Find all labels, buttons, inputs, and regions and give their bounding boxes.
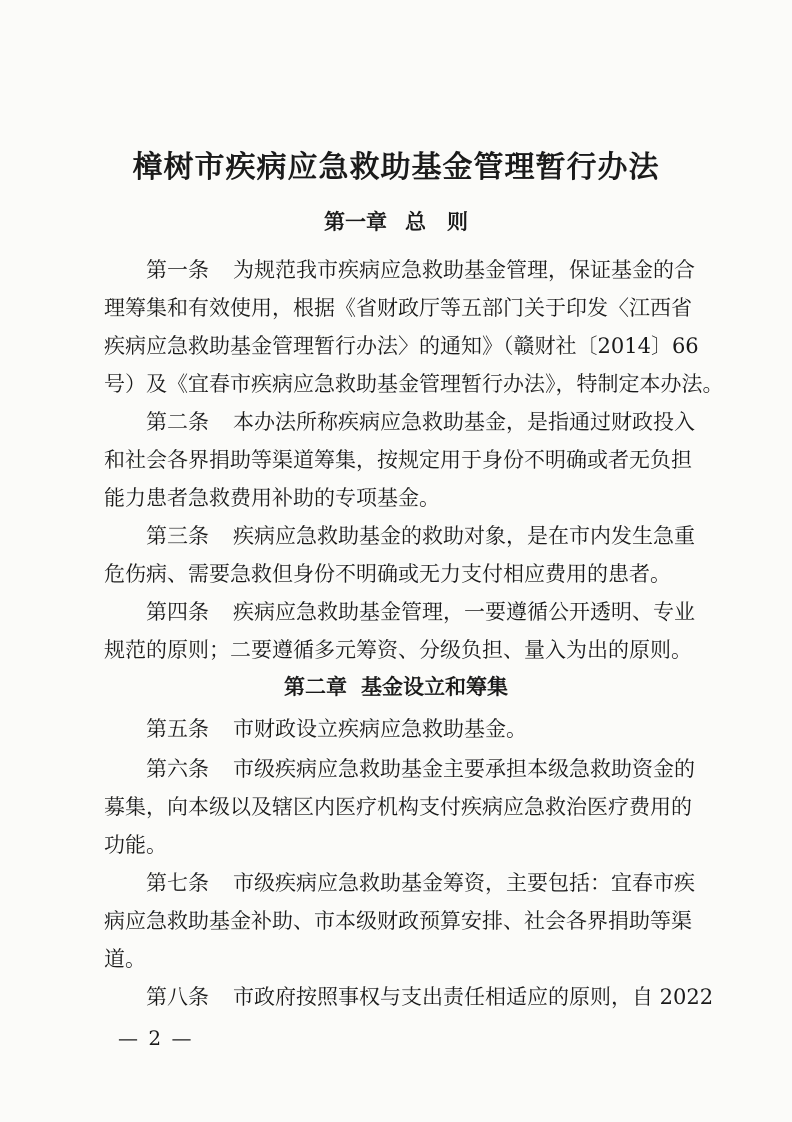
article-3-line-1: 第三条 疾病应急救助基金的救助对象，是在市内发生急重 xyxy=(146,524,695,548)
article-6-head: 第六条 xyxy=(146,757,209,781)
chapter-2-heading xyxy=(0,671,792,701)
chapter-1-heading xyxy=(0,206,792,236)
article-6-line-3: 功能。 xyxy=(104,833,167,857)
article-7-line-1: 第七条 市级疾病应急救助基金筹资，主要包括：宜春市疾 xyxy=(146,871,695,895)
page-number: — 2 — xyxy=(118,1026,194,1050)
article-1-line-3: 疾病应急救助基金管理暂行办法〉的通知》（赣财社〔2014〕66 xyxy=(104,334,699,358)
article-4-line-1: 第四条 疾病应急救助基金管理，一要遵循公开透明、专业 xyxy=(146,600,695,624)
article-7-line-2: 病应急救助基金补助、市本级财政预算安排、社会各界捐助等渠 xyxy=(104,909,692,933)
article-1-line-2: 理筹集和有效使用，根据《省财政厅等五部门关于印发〈江西省 xyxy=(104,296,692,320)
article-7-line-3: 道。 xyxy=(104,947,146,971)
article-7-head: 第七条 xyxy=(146,871,209,895)
article-3-line-2: 危伤病、需要急救但身份不明确或无力支付相应费用的患者。 xyxy=(104,562,671,586)
article-2-head: 第二条 xyxy=(146,410,209,434)
article-3-head: 第三条 xyxy=(146,524,209,548)
chapter-2-number: 第二章 xyxy=(284,675,347,699)
chapter-1-name: 总 则 xyxy=(405,210,468,234)
article-2-line-3: 能力患者急救费用补助的专项基金。 xyxy=(104,486,440,510)
article-8-line-1: 第八条 市政府按照事权与支出责任相适应的原则，自 2022 xyxy=(146,985,714,1009)
article-5-head: 第五条 xyxy=(146,717,209,741)
chapter-1-number: 第一章 xyxy=(324,210,387,234)
article-8-head: 第八条 xyxy=(146,985,209,1009)
article-4-head: 第四条 xyxy=(146,600,209,624)
article-1-head: 第一条 xyxy=(146,258,209,282)
article-6-line-1: 第六条 市级疾病应急救助基金主要承担本级急救助资金的 xyxy=(146,757,695,781)
article-4-line-2: 规范的原则；二要遵循多元筹资、分级负担、量入为出的原则。 xyxy=(104,638,692,662)
article-1-line-1: 第一条 为规范我市疾病应急救助基金管理，保证基金的合 xyxy=(146,258,695,282)
document-title: 樟树市疾病应急救助基金管理暂行办法 xyxy=(132,150,660,185)
article-6-line-2: 募集，向本级以及辖区内医疗机构支付疾病应急救治医疗费用的 xyxy=(104,795,692,819)
article-2-line-2: 和社会各界捐助等渠道筹集，按规定用于身份不明确或者无负担 xyxy=(104,448,692,472)
article-2-line-1: 第二条 本办法所称疾病应急救助基金，是指通过财政投入 xyxy=(146,410,695,434)
chapter-2-name: 基金设立和筹集 xyxy=(361,675,508,699)
article-5-line-1: 第五条 市财政设立疾病应急救助基金。 xyxy=(146,717,527,741)
article-1-line-4: 号）及《宜春市疾病应急救助基金管理暂行办法》，特制定本办法。 xyxy=(104,372,724,396)
